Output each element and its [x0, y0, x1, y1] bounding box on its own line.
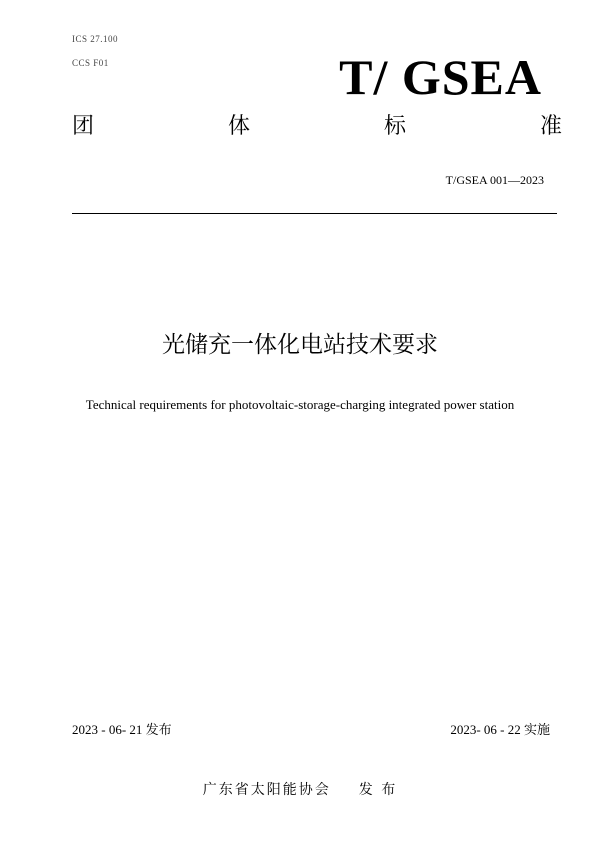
- issuer-action: 发 布: [358, 782, 398, 798]
- standard-logo: T/ GSEA: [339, 49, 542, 105]
- document-title-chinese: 光储充一体化电站技术要求: [162, 332, 438, 358]
- standard-type-char: 体: [227, 114, 250, 139]
- standard-type-char: 准: [539, 114, 562, 139]
- standard-number: T/GSEA 001—2023: [445, 173, 544, 187]
- document-title-english: Technical requirements for photovoltaic-storage-charging integrated power station: [85, 397, 515, 412]
- standard-type-char: 标: [383, 114, 406, 139]
- header-divider: [72, 213, 557, 214]
- publish-date: 2023 - 06- 21 发布: [72, 722, 172, 737]
- issuer-line: [0, 779, 600, 799]
- implement-date: 2023- 06 - 22 实施: [450, 722, 550, 737]
- standard-type-char: 团: [72, 114, 95, 139]
- issuer-organization: 广东省太阳能协会: [202, 782, 331, 798]
- ccs-code: CCS F01: [72, 58, 109, 68]
- standard-type: [72, 116, 562, 138]
- ics-code: ICS 27.100: [72, 34, 119, 44]
